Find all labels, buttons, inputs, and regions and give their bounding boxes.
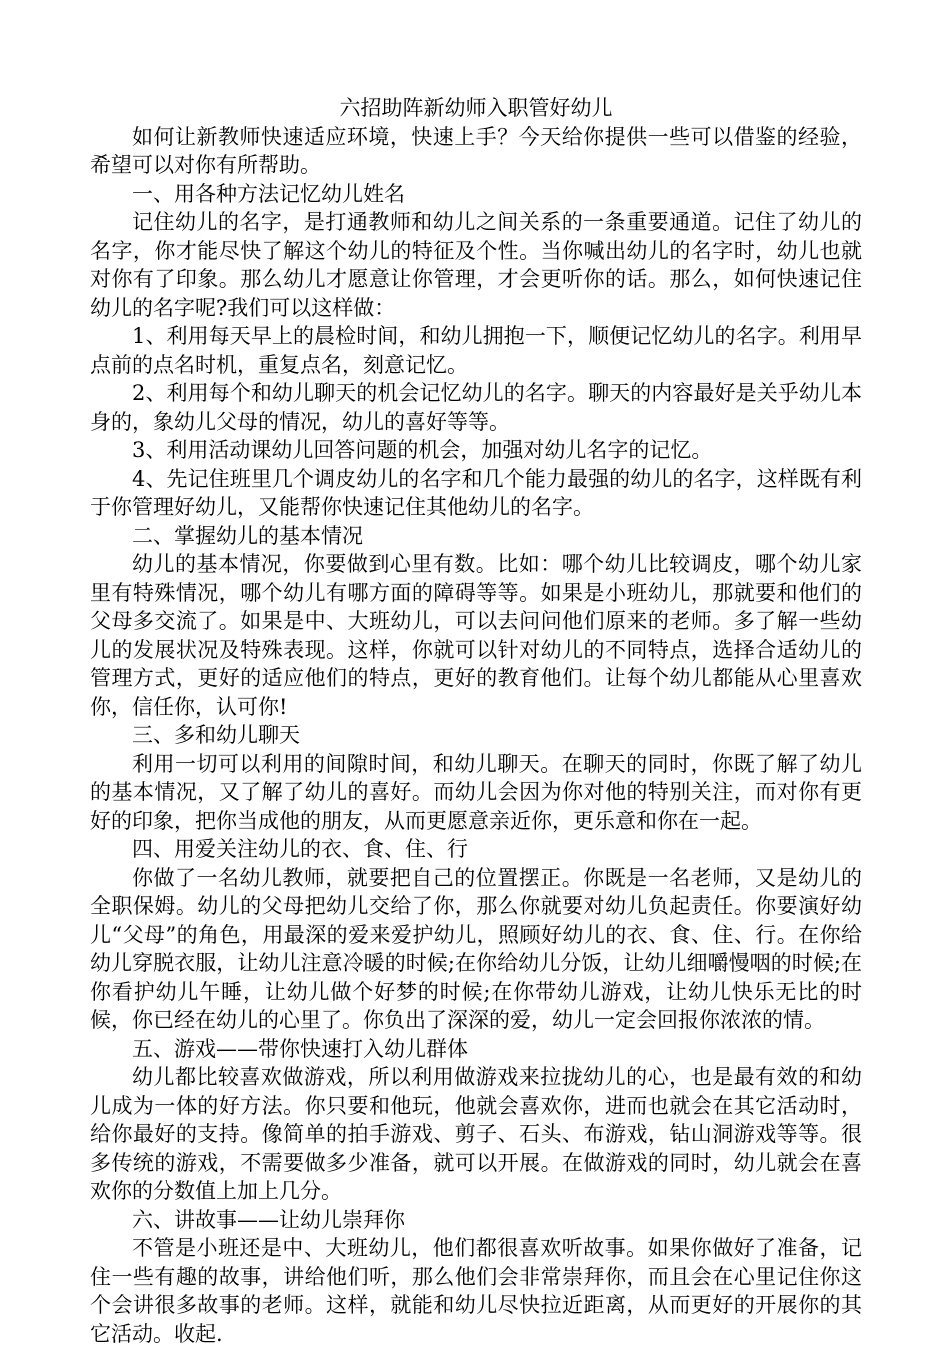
section-heading-5: 五、游戏——带你快速打入幼儿群体 (132, 1036, 468, 1061)
list-item-3: 3、利用活动课幼儿回答问题的机会，加强对幼儿名字的记忆。 (132, 438, 713, 462)
document-title: 六招助阵新幼师入职管好幼儿 (339, 96, 613, 120)
section-heading-2: 二、掌握幼儿的基本情况 (132, 523, 363, 548)
paragraph: 你做了一名幼儿教师，就要把自己的位置摆正。你既是一名老师，又是幼儿的全职保姆。幼儿的父母把幼儿交给了你，那么你就要对幼儿负起责任。你要演好幼儿“父母”的角色，用最深的爱来爱护幼儿，照顾好幼儿的衣、食、住、行。在你给幼儿穿脱衣服，让幼儿注意冷暖的时候;在你给幼儿分饭，让幼儿细嚼慢咽的时候;在你看护幼儿午睡，让幼儿做个好梦的时候;在你带幼儿游戏，让幼儿快乐无比的时候，你已经在幼儿的心里了。你负出了深深的爱，幼儿一定会回报你浓浓的情。 (90, 865, 862, 1032)
paragraph: 不管是小班还是中、大班幼儿，他们都很喜欢听故事。如果你做好了准备，记住一些有趣的故事，讲给他们听，那么他们会非常崇拜你，而且会在心里记住你这个会讲很多故事的老师。这样，就能和幼儿尽快拉近距离，从而更好的开展你的其它活动。收起. (90, 1236, 862, 1346)
section-heading-4: 四、用爱关注幼儿的衣、食、住、行 (132, 837, 468, 861)
intro-paragraph: 如何让新教师快速适应环境，快速上手？今天给你提供一些可以借鉴的经验，希望可以对你有所帮助。 (90, 124, 862, 177)
paragraph: 利用一切可以利用的间隙时间，和幼儿聊天。在聊天的同时，你既了解了幼儿的基本情况，又了解了幼儿的喜好。而幼儿会因为你对他的特别关注，而对你有更好的印象，把你当成他的朋友，从而更愿意亲近你，更乐意和你在一起。 (90, 751, 862, 833)
section-heading-6: 六、讲故事——让幼儿崇拜你 (132, 1207, 405, 1232)
list-item-2: 2、利用每个和幼儿聊天的机会记忆幼儿的名字。聊天的内容最好是关乎幼儿本身的，象幼儿父母的情况，幼儿的喜好等等。 (90, 381, 862, 434)
paragraph: 幼儿都比较喜欢做游戏，所以利用做游戏来拉拢幼儿的心，也是最有效的和幼儿成为一体的好方法。你只要和他玩，他就会喜欢你，进而也就会在其它活动时，给你最好的支持。像简单的拍手游戏、剪子、石头、布游戏，钻山洞游戏等等。很多传统的游戏，不需要做多少准备，就可以开展。在做游戏的同时，幼儿就会在喜欢你的分数值上加上几分。 (90, 1065, 862, 1203)
section-heading-1: 一、用各种方法记忆幼儿姓名 (132, 181, 405, 206)
list-item-1: 1、利用每天早上的晨检时间，和幼儿拥抱一下，顺便记忆幼儿的名字。利用早点前的点名时机，重复点名，刻意记忆。 (90, 324, 862, 377)
paragraph: 记住幼儿的名字，是打通教师和幼儿之间关系的一条重要通道。记住了幼儿的名字，你才能尽快了解这个幼儿的特征及个性。当你喊出幼儿的名字时，幼儿也就对你有了印象。那么幼儿才愿意让你管理，才会更听你的话。那么，如何快速记住幼儿的名字呢?我们可以这样做： (90, 210, 862, 320)
list-item-4: 4、先记住班里几个调皮幼儿的名字和几个能力最强的幼儿的名字，这样既有利于你管理好幼儿，又能帮你快速记住其他幼儿的名字。 (90, 466, 862, 519)
document-page (90, 94, 862, 1348)
paragraph: 幼儿的基本情况，你要做到心里有数。比如：哪个幼儿比较调皮，哪个幼儿家里有特殊情况，哪个幼儿有哪方面的障碍等等。如果是小班幼儿，那就要和他们的父母多交流了。如果是中、大班幼儿，可以去问问他们原来的老师。多了解一些幼儿的发展状况及特殊表现。这样，你就可以针对幼儿的不同特点，选择合适幼儿的管理方式，更好的适应他们的特点，更好的教育他们。让每个幼儿都能从心里喜欢你，信任你，认可你! (90, 552, 862, 719)
section-heading-3: 三、多和幼儿聊天 (132, 723, 300, 747)
